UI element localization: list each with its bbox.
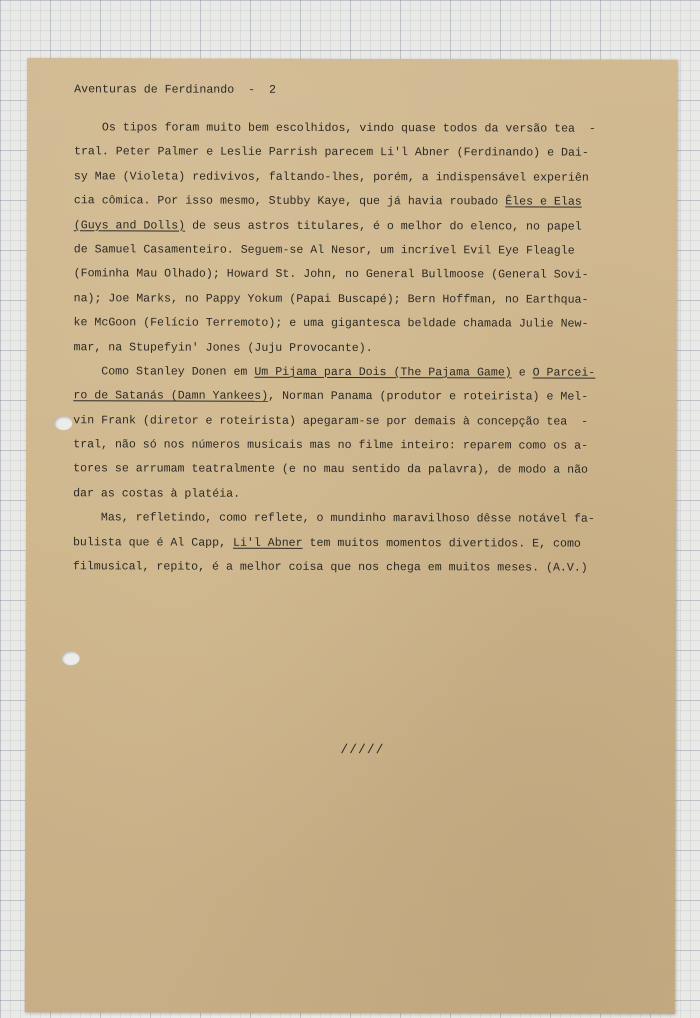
film-title-underlined: O Parcei- [532, 366, 596, 380]
text-line: tral. Peter Palmer e Leslie Parrish parecem Li'l Abner (Ferdinando) e Dai- [73, 145, 589, 161]
text-line [73, 385, 653, 411]
film-title-underlined: Li'l Abner [232, 536, 303, 550]
text-line: filmusical, repito, é a melhor coisa que nos chega em muitos meses. (A.V.) [72, 560, 588, 575]
text-line: sy Mae (Violeta) redivivos, faltando-lhes, porém, a indispensável experiên [73, 170, 589, 185]
punch-hole [54, 416, 72, 430]
text-line: ke McGoon (Felício Terremoto); e uma gigantesca beldade chamada Julie New- [73, 316, 589, 331]
text-line: (Fominha Mau Olhado); Howard St. John, no General Bullmoose (General Sovi- [73, 267, 589, 282]
text-run: tem muitos momentos divertidos. E, como [302, 536, 581, 551]
paragraph-1 [73, 116, 654, 361]
text-line [74, 189, 654, 215]
text-line: tores se arrumam teatralmente (e no mau sentido da palavra), de modo a não [73, 462, 589, 478]
text-line: tral, não só nos números musicais mas no filme inteiro: reparem como os a- [73, 438, 589, 453]
paragraph-3 [73, 507, 653, 582]
end-mark: ///// [340, 741, 385, 758]
text-line: Os tipos foram muito bem escolhidos, vindo quase todos da versão tea - [74, 121, 596, 136]
text-line [73, 360, 653, 386]
film-title-underlined: ro de Satanás (Damn Yankees) [73, 389, 269, 404]
text-line [73, 531, 653, 557]
document-body [72, 80, 654, 758]
text-run: Como Stanley Donen em [73, 365, 255, 379]
paragraph-2 [73, 360, 653, 508]
text-line: mar, na Stupefyin' Jones (Juju Provocante). [73, 340, 373, 355]
text-line: Mas, refletindo, como reflete, o mundinho maravilhoso dêsse notável fa- [73, 511, 595, 526]
film-title-underlined: (Guys and Dolls) [73, 218, 186, 233]
film-title-underlined: Um Pijama para Dois (The Pajama Game) [254, 365, 512, 380]
typewritten-page [25, 58, 677, 1014]
text-line: de Samuel Casamenteiro. Seguem-se Al Nesor, um incrível Evil Eye Fleagle [73, 243, 575, 258]
text-run: cia cômica. Por isso mesmo, Stubby Kaye, que já havia roubado [73, 194, 506, 209]
page-header: Aventuras de Ferdinando - 2 [74, 83, 276, 97]
text-line: dar as costas à platéia. [73, 487, 241, 501]
text-line: vin Frank (diretor e roteirista) apegaram-se por demais à concepção tea - [73, 413, 589, 429]
text-line [74, 214, 654, 240]
text-line: na); Joe Marks, no Pappy Yokum (Papai Buscapé); Bern Hoffman, no Earthqua- [73, 292, 589, 307]
text-run: , Norman Panama (produtor e roteirista) e Mel- [268, 390, 589, 404]
punch-hole [62, 651, 80, 665]
text-run: e [511, 366, 533, 380]
text-run: bulista que é Al Capp, [72, 535, 234, 550]
text-run: de seus astros titulares, é o melhor do elenco, no papel [185, 219, 582, 234]
film-title-underlined: Êles e Elas [505, 195, 582, 209]
